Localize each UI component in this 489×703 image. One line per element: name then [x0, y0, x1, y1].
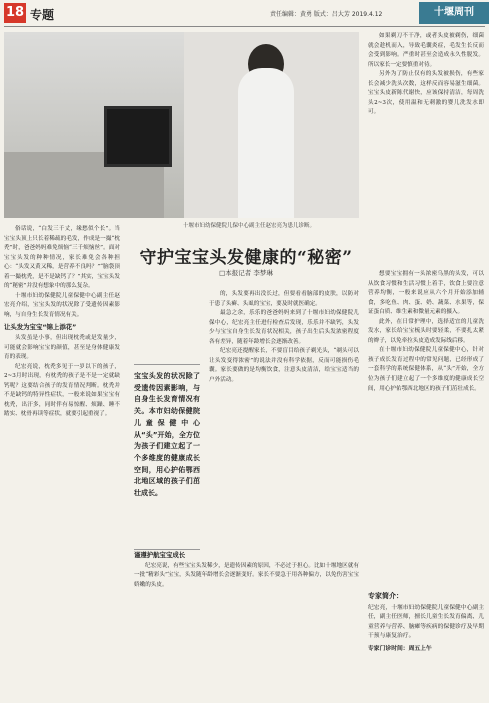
- middle-column: [209, 290, 359, 385]
- pull-quote: 宝宝头发的状况除了受遗传因素影响，与自身生长发育情况有关。本市妇幼保健院儿童保健中心从“头”开始，全方位为孩子们建立起了一个多维度的健康成长空间，用心护佑鄂西北地区域的孩子们茁壮成长。: [134, 364, 200, 550]
- left-subhead: 让头发为宝宝“锦上添花”: [4, 323, 77, 332]
- paragraph: 此外，在日常护理中，选择适宜的儿童洗发水，家长给宝宝梳头时要轻柔，不要扎太紧的辫子，以免牵拉头皮造成发际线后移。: [368, 318, 484, 344]
- paragraph: 在十堰市妇幼保健院儿童保健中心，针对孩子成长发育过程中的常见问题，已经形成了一套科学的系统保健体系，从“头”开始，全方位为孩子们建立起了一个多维度的健康成长空间，用心护佑鄂西北地区的孩子们茁壮成长。: [368, 347, 484, 392]
- article-headline: 守护宝宝头发健康的“秘密”: [139, 248, 353, 268]
- paragraph: 十堰市妇幼保健院儿童保健中心副主任赵宏亮介绍，宝宝头发的状况除了受遗传因素影响，与自身生长发育情况有关。: [4, 292, 120, 318]
- page-number: 18: [4, 3, 26, 23]
- paragraph: 最急之余，乐乐的爸爸妈妈来到了十堰市妇幼保健院儿保中心，纪宏亮主任进行检查后发现，乐乐并不缺钙，头发少与宝宝自身生长发育状况相关，孩子出生后头发浓密程度各有差异，随着年龄增长会逐渐改善。: [209, 310, 359, 345]
- middle-subhead: 谨遵护航宝宝成长: [134, 551, 186, 559]
- section-title: 专题: [30, 8, 55, 22]
- expert-text: 纪宏亮，十堰市妇幼保健院儿童保健中心副主任，副主任医师，擅长儿童生长发育偏离、儿童营养与营养、脑瘫等疾病的保健诊疗及早期干预与康复治疗。: [368, 604, 484, 640]
- reporter-byline: □本报记者 李梦琳: [219, 269, 273, 277]
- expert-title: 专家简介：: [368, 592, 403, 600]
- paragraph: 纪宏亮还提醒家长，不要盲目给孩子剃光头，“剃头可以让头发变得浓密”的说法并没有科学依据，反而可能损伤毛囊。家长要做的是均衡饮食，注意头皮清洁，给宝宝适当的户外活动。: [209, 348, 359, 383]
- paragraph: 的，头发要再出没长过，但要看看脑部的皮肤，以防对于患了头癣、头虱的宝宝，要及时就医确定。: [209, 291, 359, 307]
- expert-clinic-time: 专家门诊时间：周五上午: [368, 645, 432, 652]
- expert-profile: [368, 592, 484, 698]
- paragraph: 想要宝宝拥有一头浓密乌黑的头发，可以从饮食习惯和生活习惯上着手，饮食上要注意营养均衡，一般来说应从六个月开始添加辅食，多吃鱼、肉、蛋、奶、蔬菜、水果等，保证蛋白质、维生素和微量元素的摄入。: [368, 271, 484, 316]
- paragraph: 纪宏亮说，有些宝宝头发稀少，是遗传因素的原因，不必过于担心。比如十堰地区就有一批“精彩头”宝宝，头发随年龄增长会逐渐变好。家长不要急于用各种偏方，以免伤害宝宝娇嫩的头皮。: [134, 562, 359, 588]
- middle-column-bottom: [134, 548, 359, 590]
- photo-monitor: [104, 106, 172, 167]
- paragraph: 另外为了防止仅有的头发被损伤，有些家长会减少洗头次数，这样反而容易滋生细菌。宝宝头皮新陈代谢快，应该保持清洁，每周洗头2~3次，使用温和无刺激的婴儿洗发水即可。: [368, 71, 484, 116]
- right-column-bottom: [368, 270, 484, 394]
- photo-doctor: [238, 68, 294, 218]
- newspaper-brand: 十堰周刊: [419, 2, 489, 24]
- photo-caption: 十堰市妇幼保健院儿保中心副主任赵宏亮为患儿诊断。: [183, 223, 316, 229]
- paragraph: 纪宏亮说，枕秃多见于一岁以下的孩子，2~3月时出现，有枕秃的孩子是不是一定就缺钙呢？这要结合孩子的发育情况判断。枕秃并不是缺钙的特异性症状，一般来说如果宝宝有枕秃，出汗多，同时伴有易惊醒、烦躁、睡不踏实、枕骨再读等症状，就要引起重视了。: [4, 363, 120, 418]
- editor-info: 责任编辑：黄勇 版式：吕大芳 2019.4.12: [270, 11, 383, 18]
- right-column-top: [368, 32, 484, 118]
- header-divider: [4, 26, 485, 27]
- paragraph: 如果剃刀不干净，或者头皮被剃伤，细菌就会趁机而入，导致毛囊炎症，毛发生长反而会受到影响。严重时甚至会造成永久性脱发。所以家长一定要慎重对待。: [368, 33, 484, 68]
- paragraph: 头发虽是小事，但出现枕秃或是发量少，可能就会影响宝宝的颜值，甚至是身体健康发育的表现。: [4, 335, 120, 361]
- left-column: [4, 225, 120, 420]
- article-photo: [4, 32, 359, 218]
- paragraph: 俗话说，“白发三千丈，缘愁似个长”。当宝宝头顶上只长着稀疏的毛发，作成是一撮“枕秃”时，爸爸妈妈难免烦恼“三千烦恼丝”。面对宝宝头发的种种情况，家长难免会各种担心：“头发又黄又稀，是营养不良吗？”“脑袋顶着一撮枕秃，是不是缺钙了？”其实，宝宝头发的“秘密”并没有想象中的那么复杂。: [4, 226, 120, 290]
